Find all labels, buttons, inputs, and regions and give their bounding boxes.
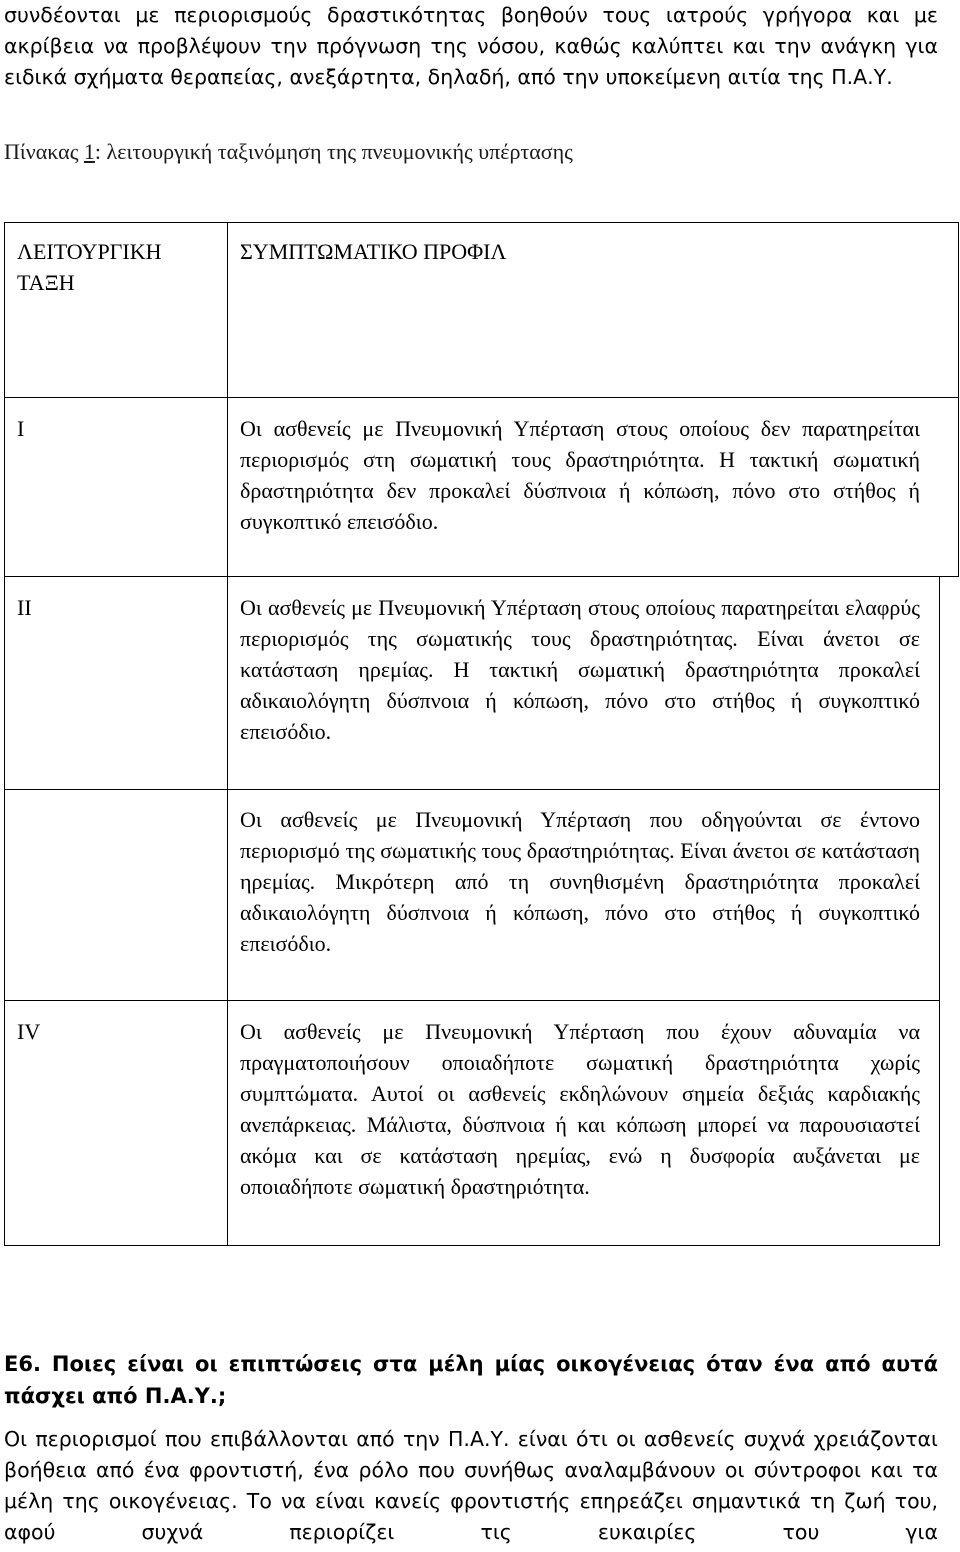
- table-border-right-upper: [958, 222, 959, 577]
- table-border-row3: [4, 789, 940, 790]
- table-border-right-lower: [939, 576, 940, 1246]
- table-border-bottom: [4, 1245, 940, 1246]
- question-heading: Ε6. Ποιες είναι οι επιπτώσεις στα μέλη μίας οικογένειας όταν ένα από αυτά πάσχει από Π.Α.Υ.;: [4, 1352, 938, 1408]
- table-border-top: [4, 222, 959, 223]
- table-border-row2: [4, 576, 959, 577]
- header-functional-class: ΛΕΙΤΟΥΡΓΙΚΗ ΤΑΞΗ: [17, 239, 162, 295]
- table-border-row1: [4, 397, 959, 398]
- row-description: Οι ασθενείς με Πνευμονική Υπέρταση που οδηγούνται σε έντονο περιορισμό της σωματικής τους δραστηριότητας. Είναι άνετοι σε κατάσταση ηρεμίας. Μικρότερη από τη συνηθισμένη δραστηριότητα προκαλεί αδικαιολόγητη δύσπνοια ή κόπωση, πόνο στο στήθος ή συγκοπτικό επεισόδιο.: [240, 807, 920, 956]
- caption-text: : λειτουργική ταξινόμηση της πνευμονικής υπέρτασης: [94, 139, 573, 164]
- row-description: Οι ασθενείς με Πνευμονική Υπέρταση στους οποίους παρατηρείται ελαφρύς περιορισμός της σωματικής τους δραστηριότητας. Είναι άνετοι σε κατάσταση ηρεμίας. Η τακτική σωματική δραστηριότητα προκαλεί αδικαιολόγητη δύσπνοια ή κόπωση, πόνο στο στήθος ή συγκοπτικό επεισόδιο.: [240, 595, 920, 744]
- row-description: Οι ασθενείς με Πνευμονική Υπέρταση που έχουν αδυναμία να πραγματοποιήσουν οποιαδήποτε σωματική δραστηριότητα χωρίς συμπτώματα. Αυτοί οι ασθενείς εκδηλώνουν σημεία δεξιάς καρδιακής ανεπάρκειας. Μάλιστα, δύσπνοια ή και κόπωση μπορεί να παρουσιαστεί ακόμα και σε κατάσταση ηρεμίας, ενώ η δυσφορία αυξάνεται με οποιαδήποτε σωματική δραστηριότητα.: [240, 1019, 920, 1199]
- table-border-left: [4, 222, 5, 1246]
- caption-prefix: Πίνακας: [4, 139, 84, 164]
- table-border-middle: [227, 222, 228, 1246]
- row-class-label: II: [17, 595, 32, 620]
- table-caption: [4, 136, 573, 167]
- intro-paragraph: συνδέονται με περιορισμούς δραστικότητας βοηθούν τους ιατρούς γρήγορα και με ακρίβεια να προβλέψουν την πρόγνωση της νόσου, καθώς καλύπτει και την ανάγκη για ειδικά σχήματα θεραπείας, ανεξάρτητα, δηλαδή, από την υποκείμενη αιτία της Π.Α.Υ.: [4, 3, 938, 89]
- caption-number: 1: [83, 139, 95, 164]
- row-description: Οι ασθενείς με Πνευμονική Υπέρταση στους οποίους δεν παρατηρείται περιορισμός στη σωματική τους δραστηριότητα. Η τακτική σωματική δραστηριότητα δεν προκαλεί δύσπνοια ή κόπωση, πόνο στο στήθος ή συγκοπτικό επεισόδιο.: [240, 416, 920, 534]
- answer-paragraph: Οι περιορισμοί που επιβάλλονται από την Π.Α.Υ. είναι ότι οι ασθενείς συχνά χρειάζονται βοήθεια από ένα φροντιστή, ένα ρόλο που συνήθως αναλαμβάνουν οι σύντροφοι και τα μέλη της οικογένειας. Το να είναι κανείς φροντιστής επηρεάζει σημαντικά τη ζωή του, αφού συχνά περιορίζει τις ευκαιρίες του για: [4, 1427, 938, 1544]
- row-class-label: IV: [17, 1019, 41, 1044]
- table-border-row4: [4, 1000, 940, 1001]
- row-class-label: I: [17, 416, 25, 441]
- header-symptom-profile: ΣΥΜΠΤΩΜΑΤΙΚΟ ΠΡΟΦΙΛ: [240, 239, 507, 264]
